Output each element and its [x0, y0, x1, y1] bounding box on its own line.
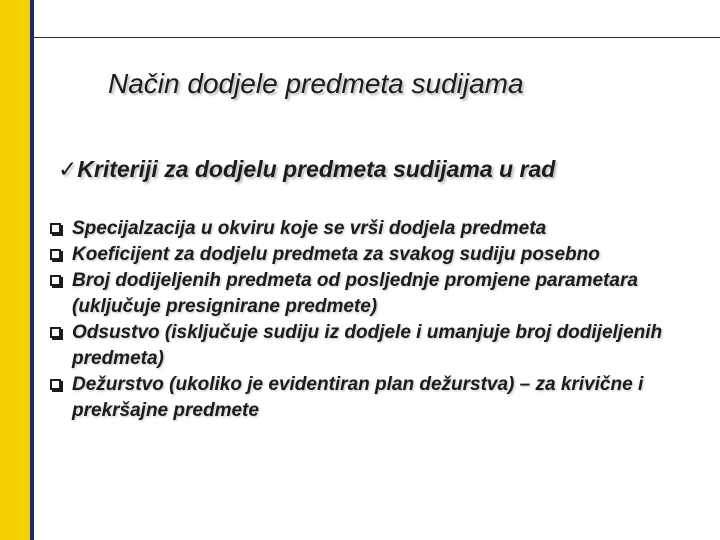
list-item-text: Specijalzacija u okviru koje se vrši dodjela predmeta	[72, 218, 547, 239]
checkmark-icon: ✓	[58, 156, 78, 182]
list-item	[50, 320, 710, 372]
list-item	[50, 216, 710, 242]
list-item	[50, 372, 710, 424]
subtitle-row	[58, 156, 555, 183]
slide-title: Način dodjele predmeta sudijama	[108, 68, 524, 99]
square-bullet-icon	[50, 249, 61, 260]
left-accent-stripe-navy	[30, 0, 34, 540]
list-item-text: Broj dodijeljenih predmeta od posljednje promjene parametara (uključuje presignirane predmete)	[72, 270, 638, 317]
criteria-list	[50, 216, 710, 424]
square-bullet-icon	[50, 379, 61, 390]
list-item	[50, 268, 710, 320]
square-bullet-icon	[50, 223, 61, 234]
list-item-text: Odsustvo (isključuje sudiju iz dodjele i umanjuje broj dodijeljenih predmeta)	[72, 322, 663, 369]
square-bullet-icon	[50, 275, 61, 286]
subtitle-text: Kriteriji za dodjelu predmeta sudijama u rad	[77, 156, 556, 182]
left-accent-stripe-yellow	[0, 0, 30, 540]
list-item-text: Dežurstvo (ukoliko je evidentiran plan dežurstva) – za krivične i prekršajne predmete	[72, 374, 644, 421]
list-item	[50, 242, 710, 268]
top-divider	[34, 37, 720, 38]
square-bullet-icon	[50, 327, 61, 338]
list-item-text: Koeficijent za dodjelu predmeta za svakog sudiju posebno	[72, 244, 600, 265]
